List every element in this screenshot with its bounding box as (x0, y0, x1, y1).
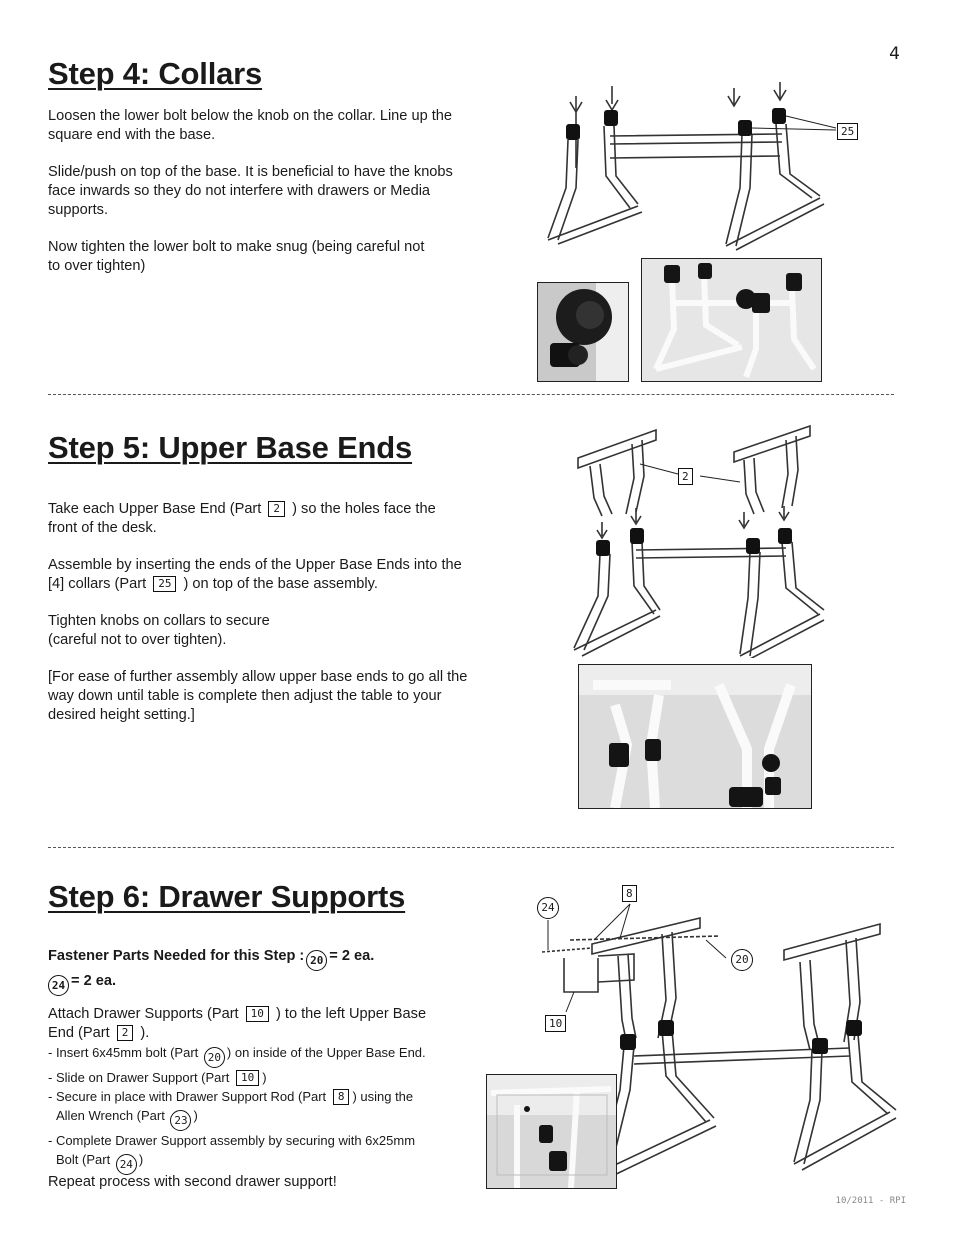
step5-upper-base-diagram (560, 418, 840, 658)
part-circle-20: 20 (204, 1047, 225, 1068)
part-circle-24: 24 (48, 975, 69, 996)
step6-fastener-label: Fastener Parts Needed for this Step : (48, 948, 305, 964)
step5-para-2-b: ) on top of the base assembly. (183, 576, 378, 592)
step6-attach-c: End (Part (48, 1025, 110, 1041)
bullet-text: ) (262, 1070, 267, 1085)
step5-title: Step 5: Upper Base Ends (48, 430, 413, 465)
bullet-text: - Secure in place with Drawer Support Rod (Part (48, 1089, 327, 1104)
part-box: 8 (333, 1089, 350, 1105)
step5-para-1-a: Take each Upper Base End (Part (48, 501, 262, 517)
part-box: 10 (246, 1006, 269, 1022)
part-circle-20: 20 (306, 950, 327, 971)
part-circle-24: 24 (116, 1154, 137, 1175)
step5-para-3-b: (careful not to over tighten). (48, 632, 227, 648)
step6-attach-b: ) to the left Upper Base (275, 1006, 427, 1022)
step6-drawer-support-photo (486, 1074, 617, 1189)
part-box: 2 (117, 1025, 134, 1041)
step4-para-1: Loosen the lower bolt below the knob on the collar. Line up the square end with the base. (48, 108, 453, 143)
step5-para-1-b: ) so the holes face the front of the desk. (48, 501, 436, 536)
step5-para-3-a: Tighten knobs on collars to secure (48, 613, 270, 629)
step5-callout-2: 2 (678, 468, 693, 485)
step6-callout-20: 20 (731, 949, 753, 971)
bullet-text: - Insert 6x45mm bolt (Part (48, 1045, 199, 1060)
step4-base-photo (641, 258, 822, 382)
part-box: 10 (236, 1070, 259, 1086)
step6-title: Step 6: Drawer Supports (48, 879, 406, 914)
step6-callout-8: 8 (622, 885, 637, 902)
step5-assembly-photo (578, 664, 812, 809)
step6-callout-24: 24 (537, 897, 559, 919)
step6-attach-a: Attach Drawer Supports (Part (48, 1006, 239, 1022)
bullet-text: Bolt (Part (56, 1152, 111, 1167)
step4-title: Step 4: Collars (48, 56, 263, 91)
part-circle-23: 23 (170, 1110, 191, 1131)
step6-callout-10: 10 (545, 1015, 566, 1032)
part-box: 2 (268, 501, 285, 517)
bullet-text: - Complete Drawer Support assembly by securing with 6x25mm (48, 1133, 416, 1148)
bullet-text: - Slide on Drawer Support (Part (48, 1070, 230, 1085)
part-box: 25 (153, 576, 176, 592)
page-number: 4 (889, 44, 900, 64)
step5-para-4: [For ease of further assembly allow upper base ends to go all the way down until table is complete then adjust the table to your desired height setting.] (48, 669, 468, 723)
footer-date: 10/2011 - RPI (835, 1196, 906, 1206)
section-divider-1 (48, 394, 894, 395)
bullet-text: Allen Wrench (Part (56, 1108, 165, 1123)
step6-bullet-2 (48, 1068, 478, 1087)
step6-fastener-list (48, 946, 468, 996)
step6-bullet-list (48, 1043, 478, 1175)
bullet-text: ) on inside of the Upper Base End. (226, 1045, 426, 1060)
step6-bullet-4-cont (48, 1150, 478, 1175)
step4-para-3: Now tighten the lower bolt to make snug (being careful not to over tighten) (48, 239, 425, 274)
bullet-text: ) using the (352, 1089, 414, 1104)
step4-base-diagram (530, 78, 860, 258)
step5-para-2-a: Assemble by inserting the ends of the Upper Base Ends into the [4] collars (Part (48, 557, 462, 592)
step5-para-3 (48, 612, 468, 650)
bullet-text: ) (138, 1152, 144, 1167)
step6-fastener-qty-1: = 2 ea. (329, 948, 375, 964)
step4-collar-closeup-photo (537, 282, 629, 382)
step6-bullet-3 (48, 1087, 478, 1106)
step4-para-2: Slide/push on top of the base. It is beneficial to have the knobs face inwards so they do not interfere with drawers or Media supports. (48, 164, 453, 218)
step6-attach-text (48, 1005, 468, 1043)
bullet-text: ) (193, 1108, 198, 1123)
section-divider-2 (48, 847, 894, 848)
step5-para-2 (48, 556, 468, 594)
step6-attach-d: ). (140, 1025, 150, 1041)
step6-repeat-note: Repeat process with second drawer support! (48, 1174, 337, 1190)
step5-para-1 (48, 500, 468, 538)
step4-callout-25: 25 (837, 123, 858, 140)
step6-bullet-4 (48, 1131, 478, 1150)
step6-bullet-3-cont (48, 1106, 478, 1131)
step6-bullet-1 (48, 1043, 478, 1068)
step6-fastener-qty-2: = 2 ea. (71, 973, 117, 989)
